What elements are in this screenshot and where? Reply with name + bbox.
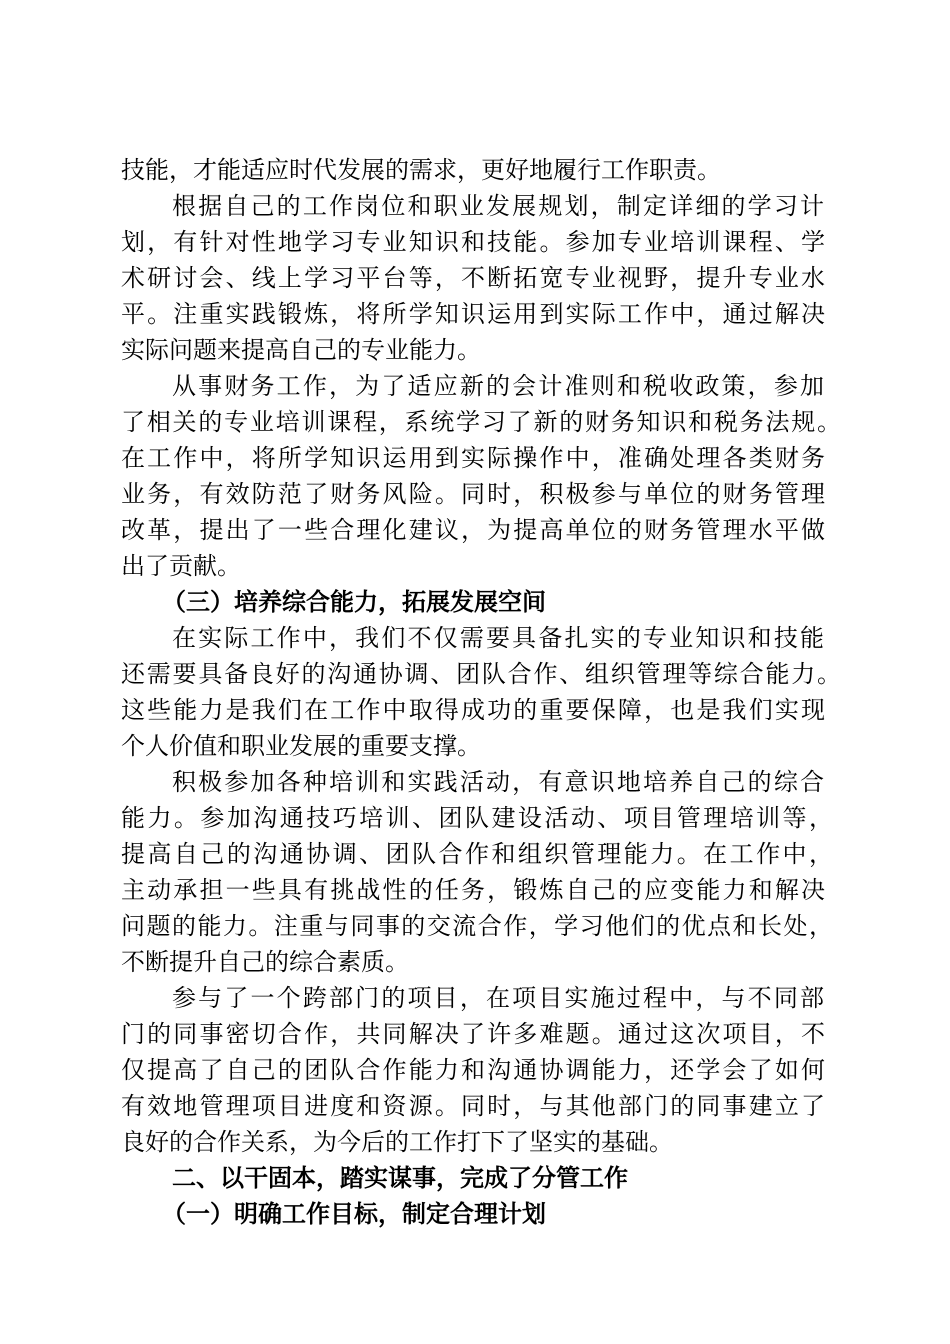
paragraph-first-line: 根据自己的工作岗位和职业发展规划，制定详细的学习计 [172,192,824,220]
text-line: 有效地管理项目进度和资源。同时，与其他部门的同事建立了 [121,1092,825,1120]
paragraph-first-line: 从事财务工作，为了适应新的会计准则和税收政策，参加 [172,372,824,400]
text-line: 不断提升自己的综合素质。 [121,948,409,976]
text-line: 这些能力是我们在工作中取得成功的重要保障，也是我们实现 [121,696,825,724]
text-line: 出了贡献。 [121,552,241,580]
paragraph-first-line: 参与了一个跨部门的项目，在项目实施过程中，与不同部 [172,984,824,1012]
text-line: 能力。参加沟通技巧培训、团队建设活动、项目管理培训等， [121,804,833,832]
text-line: 良好的合作关系，为今后的工作打下了坚实的基础。 [121,1128,673,1156]
chapter-heading: 二、以干固本，踏实谋事，完成了分管工作 [172,1163,628,1192]
text-line: 业务，有效防范了财务风险。同时，积极参与单位的财务管理 [121,480,825,508]
text-line: 在工作中，将所学知识运用到实际操作中，准确处理各类财务 [121,444,825,472]
text-line: 改革，提出了一些合理化建议，为提高单位的财务管理水平做 [121,516,825,544]
paragraph-first-line: 在实际工作中，我们不仅需要具备扎实的专业知识和技能 [172,624,824,652]
text-line: 问题的能力。注重与同事的交流合作，学习他们的优点和长处， [121,912,833,940]
section-heading: （一）明确工作目标，制定合理计划 [162,1199,546,1228]
text-line: 技能，才能适应时代发展的需求，更好地履行工作职责。 [121,156,721,184]
text-line: 术研讨会、线上学习平台等，不断拓宽专业视野，提升专业水 [121,264,825,292]
text-line: 主动承担一些具有挑战性的任务，锻炼自己的应变能力和解决 [121,876,825,904]
text-line: 实际问题来提高自己的专业能力。 [121,336,481,364]
text-line: 仅提高了自己的团队合作能力和沟通协调能力，还学会了如何 [121,1056,825,1084]
text-line: 个人价值和职业发展的重要支撑。 [121,732,481,760]
text-line: 还需要具备良好的沟通协调、团队合作、组织管理等综合能力。 [121,660,841,688]
text-line: 门的同事密切合作，共同解决了许多难题。通过这次项目，不 [121,1020,825,1048]
text-line: 提高自己的沟通协调、团队合作和组织管理能力。在工作中， [121,840,833,868]
text-line: 平。注重实践锻炼，将所学知识运用到实际工作中，通过解决 [121,300,825,328]
text-line: 划，有针对性地学习专业知识和技能。参加专业培训课程、学 [121,228,825,256]
paragraph-first-line: 积极参加各种培训和实践活动，有意识地培养自己的综合 [172,768,824,796]
section-heading: （三）培养综合能力，拓展发展空间 [162,587,546,616]
text-line: 了相关的专业培训课程，系统学习了新的财务知识和税务法规。 [121,408,841,436]
